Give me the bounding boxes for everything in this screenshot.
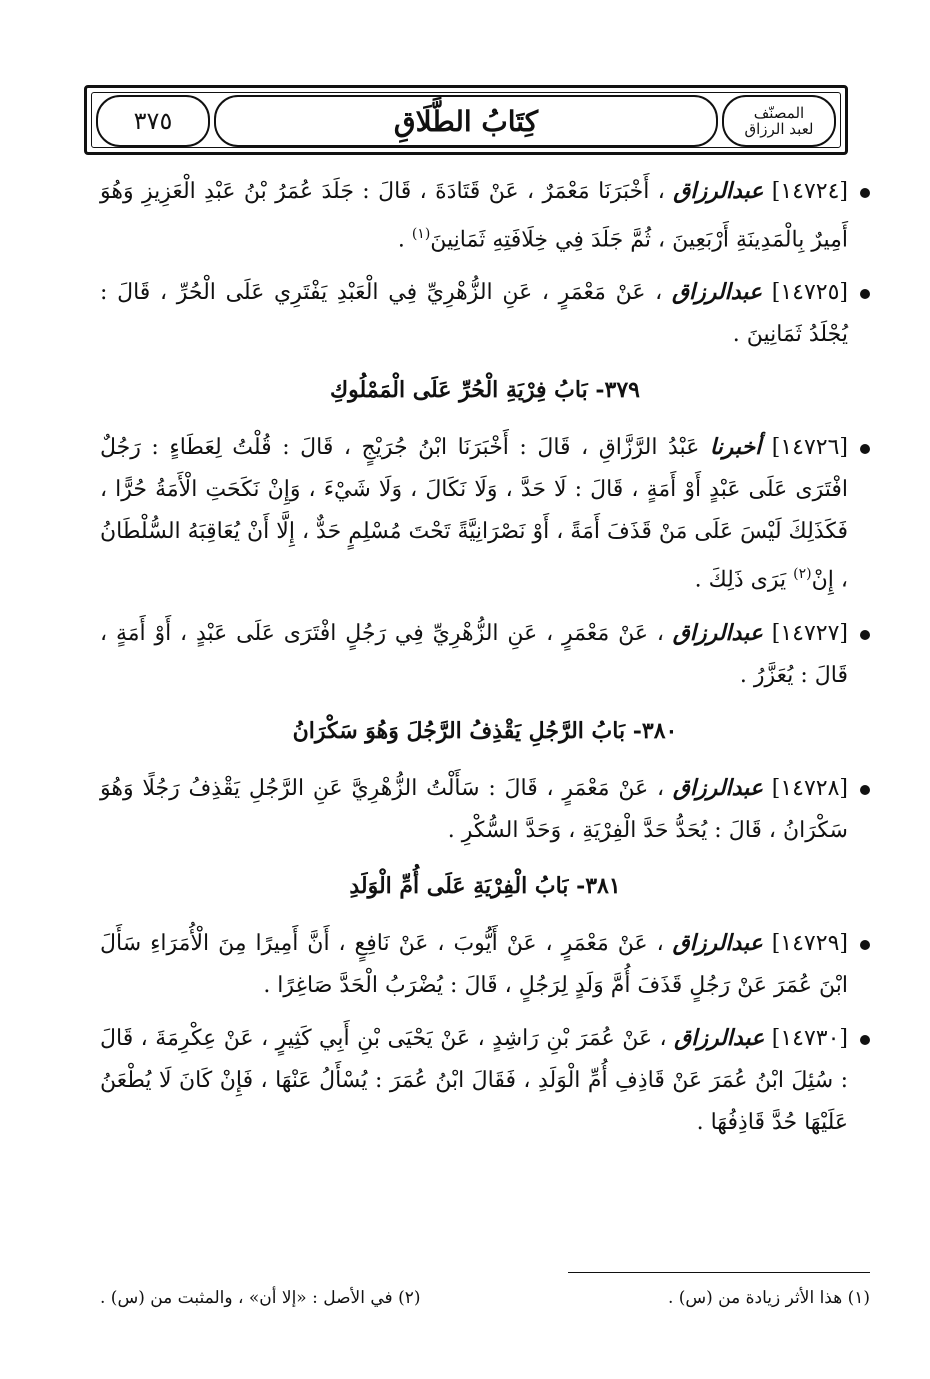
hadith-text: ، عَنْ مَعْمَرٍ ، عَنْ أَيُّوبَ ، عَنْ نَافِعٍ ، أَنَّ أَمِيرًا مِنَ الْأُمَرَاءِ سَأَلَ ابْنَ عُمَرَ عَنْ رَجُلٍ قَذَفَ أُمَّ وَلَدٍ لِرَجُلٍ ، قَالَ : يُضْرَبُ الْحَدَّ صَاغِرًا .	[100, 930, 848, 998]
hadith-entry	[100, 170, 870, 261]
footnote-1: (١) هذا الأثر زيادة من (س) .	[667, 1288, 870, 1308]
hadith-text: ، أَخْبَرَنَا مَعْمَرٌ ، عَنْ قَتَادَةَ ، قَالَ : جَلَدَ عُمَرُ بْنُ عَبْدِ الْعَزِيزِ وَهُوَ أَمِيرٌ بِالْمَدِينَةِ أَرْبَعِينَ ، ثُمَّ جَلَدَ فِي خِلَافَتِهِ ثَمَانِينَ	[100, 179, 848, 253]
footnote-2: (٢) في الأصل : «إلا أن» ، والمثبت من (س) .	[100, 1288, 421, 1308]
footnote-marker: (٢)	[793, 566, 812, 583]
bullet-icon	[860, 785, 870, 795]
book-title: كِتَابُ الطَّلَاقِ	[214, 95, 718, 147]
narrator-name: عبدالرزاق	[672, 774, 763, 801]
footnote-divider	[568, 1272, 870, 1273]
hadith-text: ، عَنْ مَعْمَرٍ ، عَنِ الزُّهْرِيِّ فِي رَجُلٍ افْتَرَى عَلَى عَبْدٍ ، أَوْ أَمَةٍ ، قَالَ : يُعَزَّرُ .	[100, 620, 848, 688]
logo-line-1: المصنّف	[753, 104, 805, 122]
page-body	[100, 170, 870, 1154]
hadith-number: [١٤٧٢٨]	[771, 775, 848, 801]
hadith-number: [١٤٧٢٤]	[771, 179, 849, 204]
hadith-number: [١٤٧٢٥]	[771, 280, 848, 306]
narrator-name: أخبرنا	[709, 434, 762, 461]
narrator-name: عبدالرزاق	[672, 929, 763, 956]
hadith-entry	[100, 612, 870, 697]
footnote-marker: (١)	[411, 226, 431, 242]
hadith-number: [١٤٧٢٩]	[771, 930, 848, 956]
hadith-entry	[100, 1017, 870, 1144]
bullet-icon	[860, 940, 870, 950]
hadith-entry	[100, 426, 870, 601]
chapter-heading: ٣٨١- بَابُ الْفِرْيَةِ عَلَى أُمِّ الْوَلَدِ	[349, 872, 621, 899]
publisher-logo	[722, 95, 836, 147]
hadith-text: عَبْدُ الرَّزَّاقِ ، قَالَ : أَخْبَرَنَا ابْنُ جُرَيْجٍ ، قَالَ : قُلْتُ لِعَطَاءٍ : رَجُلٌ افْتَرَى عَلَى عَبْدٍ أَوْ أَمَةٍ ، قَالَ : لَا حَدَّ ، وَلَا نَكَالَ ، وَلَا شَيْءَ ، وَإِنْ نَكَحَتِ الْأَمَةُ حُرًّا ، فَكَذَلِكَ لَيْسَ عَلَى مَنْ قَذَفَ أَمَةً ، أَوْ نَصْرَانِيَّةً تَحْتَ مُسْلِمٍ حَدٌّ ، إِلَّا أَنْ يُعَاقِبَهُ السُّلْطَانُ ، إِنْ	[100, 435, 848, 593]
hadith-text-end: يَرَى ذَلِكَ .	[694, 567, 794, 593]
hadith-number: [١٤٧٣٠]	[771, 1025, 848, 1051]
bullet-icon	[860, 630, 870, 640]
hadith-text: ، عَنْ مَعْمَرٍ ، عَنِ الزُّهْرِيِّ فِي الْعَبْدِ يَفْتَرِي عَلَى الْحُرِّ ، قَالَ : يُجْلَدُ ثَمَانِينَ .	[100, 280, 848, 348]
hadith-text: ، عَنْ مَعْمَرٍ ، قَالَ : سَأَلْتُ الزُّهْرِيَّ عَنِ الرَّجُلِ يَقْذِفُ رَجُلًا وَهُوَ سَكْرَانُ ، قَالَ : يُحَدُّ حَدَّ الْفِرْيَةِ ، وَحَدَّ السُّكْرِ .	[100, 775, 848, 843]
logo-line-2: لعبد الرزاق	[744, 120, 814, 138]
footnotes	[100, 1288, 870, 1308]
hadith-entry	[100, 271, 870, 356]
bullet-icon	[860, 444, 870, 454]
bullet-icon	[860, 188, 870, 198]
chapter-heading: ٣٧٩- بَابُ فِرْيَةِ الْحُرِّ عَلَى الْمَمْلُوكِ	[330, 377, 640, 404]
hadith-text: ، عَنْ عُمَرَ بْنِ رَاشِدٍ ، عَنْ يَحْيَى بْنِ أَبِي كَثِيرٍ ، عَنْ عِكْرِمَةَ ، قَالَ : سُئِلَ ابْنُ عُمَرَ عَنْ قَاذِفِ أُمِّ الْوَلَدِ ، فَقَالَ ابْنُ عُمَرَ : يُسْأَلُ عَنْهَا ، فَإِنْ كَانَ لَا يُطْعَنُ عَلَيْهَا حُدَّ قَاذِفُهَا .	[100, 1025, 848, 1135]
hadith-entry	[100, 767, 870, 852]
bullet-icon	[860, 1035, 870, 1045]
narrator-name: عبدالرزاق	[673, 178, 764, 204]
narrator-name: عبدالرزاق	[672, 619, 763, 646]
narrator-name: عبدالرزاق	[671, 279, 763, 306]
page-number: ٣٧٥	[96, 95, 210, 147]
narrator-name: عبدالرزاق	[674, 1024, 765, 1051]
page-header	[84, 85, 848, 155]
hadith-text-end: .	[397, 227, 412, 253]
hadith-number: [١٤٧٢٧]	[771, 620, 848, 646]
hadith-entry	[100, 922, 870, 1007]
bullet-icon	[860, 289, 870, 299]
chapter-heading: ٣٨٠- بَابُ الرَّجُلِ يَقْذِفُ الرَّجُلَ وَهُوَ سَكْرَانُ	[292, 717, 678, 744]
hadith-number: [١٤٧٢٦]	[771, 435, 848, 461]
